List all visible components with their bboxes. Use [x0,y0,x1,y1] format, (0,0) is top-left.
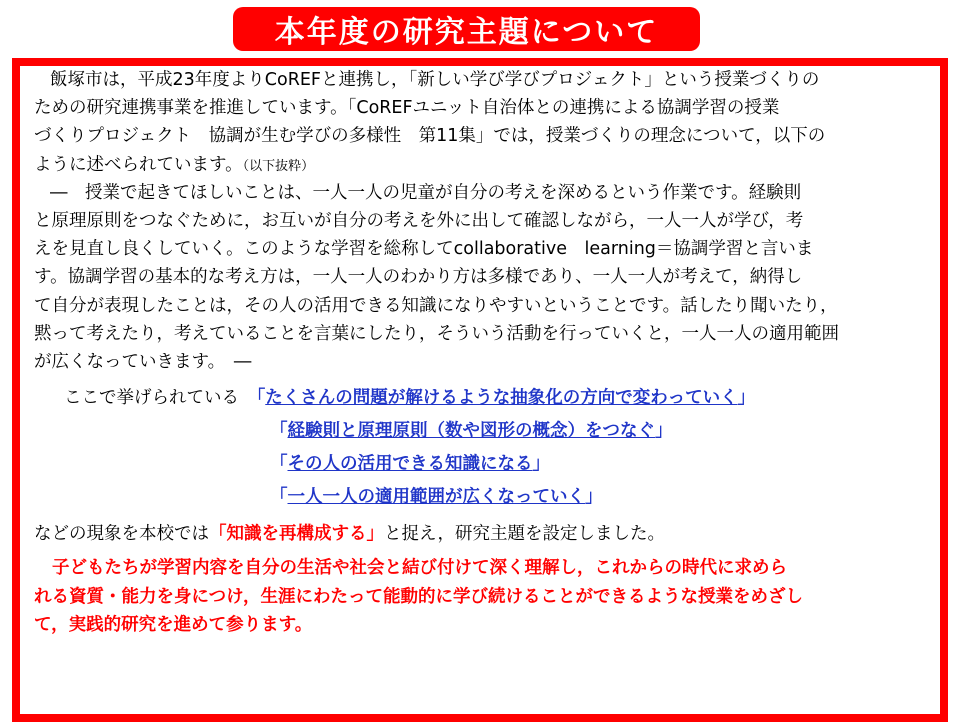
quote-line: 黙って考えたり，考えていることを言葉にしたり，そういう活動を行っていくと，一人一人の適用範囲 [34,323,839,344]
point-item [34,448,924,481]
quote-open: 「 [270,421,288,442]
quote-open: 「 [270,454,288,475]
goal-line: 子どもたちが学習内容を自分の生活や社会と結び付けて深く理解し，これからの時代に求めら [52,558,787,579]
point-text: 経験則と原理原則（数や図形の概念）をつなぐ [287,421,655,442]
quote-close: 」 [532,454,550,475]
quote-line: えを見直し良くしていく。このような学習を総称してcollaborative learning＝協調学習と言いま [34,239,814,260]
quote-open: 「 [270,487,288,508]
intro-last-text: ように述べられています。 [34,154,243,175]
intro-line: ための研究連携事業を推進しています。「CoREFユニット自治体との連携による協調学習の授業 [34,98,780,119]
summary-highlight: 「知識を再構成する」 [209,524,384,545]
intro-line: づくりプロジェクト 協調が生む学びの多様性 第11集」では，授業づくりの理念について，以下の [34,126,826,147]
quote-line: す。協調学習の基本的な考え方は，一人一人のわかり方は多様であり、一人一人が考えて，納得し [34,267,803,288]
quote-line: ― 授業で起きてほしいことは、一人一人の児童が自分の考えを深めるという作業です。経験則 [50,182,802,203]
quote-line: と原理原則をつなぐために，お互いが自分の考えを外に出して確認しながら，一人一人が学び，考 [34,210,804,231]
summary-line [34,520,924,548]
quote-open: 「 [256,388,266,409]
point-text: 一人一人の適用範囲が広くなっていく [287,487,585,508]
summary-suffix: と捉え，研究主題を設定しました。 [384,524,666,545]
quote-close: 」 [655,421,673,442]
intro-line-last [34,151,924,179]
quote-close: 」 [737,388,756,409]
point-item [34,415,924,448]
point-text: その人の活用できる知識になる [287,454,533,475]
goal-line: れる資質・能力を身につけ，生涯にわたって能動的に学び続けることができるような授業をめざし [34,586,803,607]
quote-line: て自分が表現したことは，その人の活用できる知識になりやすいということです。話したり聞いたり， [34,295,838,316]
intro-line: 飯塚市は，平成23年度よりCoREFと連携し，「新しい学び学びプロジェクト」という授業づくりの [50,70,820,90]
quote-close: 」 [585,487,603,508]
excerpt-note: （以下抜粋） [242,158,315,174]
point-text: たくさんの問題が解けるような抽象化の方向で変わっていく [265,388,738,409]
main-content [34,66,924,640]
point-item [34,481,924,514]
page-title: 本年度の研究主題について [274,15,659,50]
summary-prefix: などの現象を本校では [34,524,209,545]
point-item [34,382,924,415]
points-intro: ここで挙げられている [64,388,257,409]
quote-line: が広くなっていきます。 ― [34,351,252,372]
title-banner [233,7,700,51]
goal-line: て，実践的研究を進めて参ります。 [34,615,313,636]
